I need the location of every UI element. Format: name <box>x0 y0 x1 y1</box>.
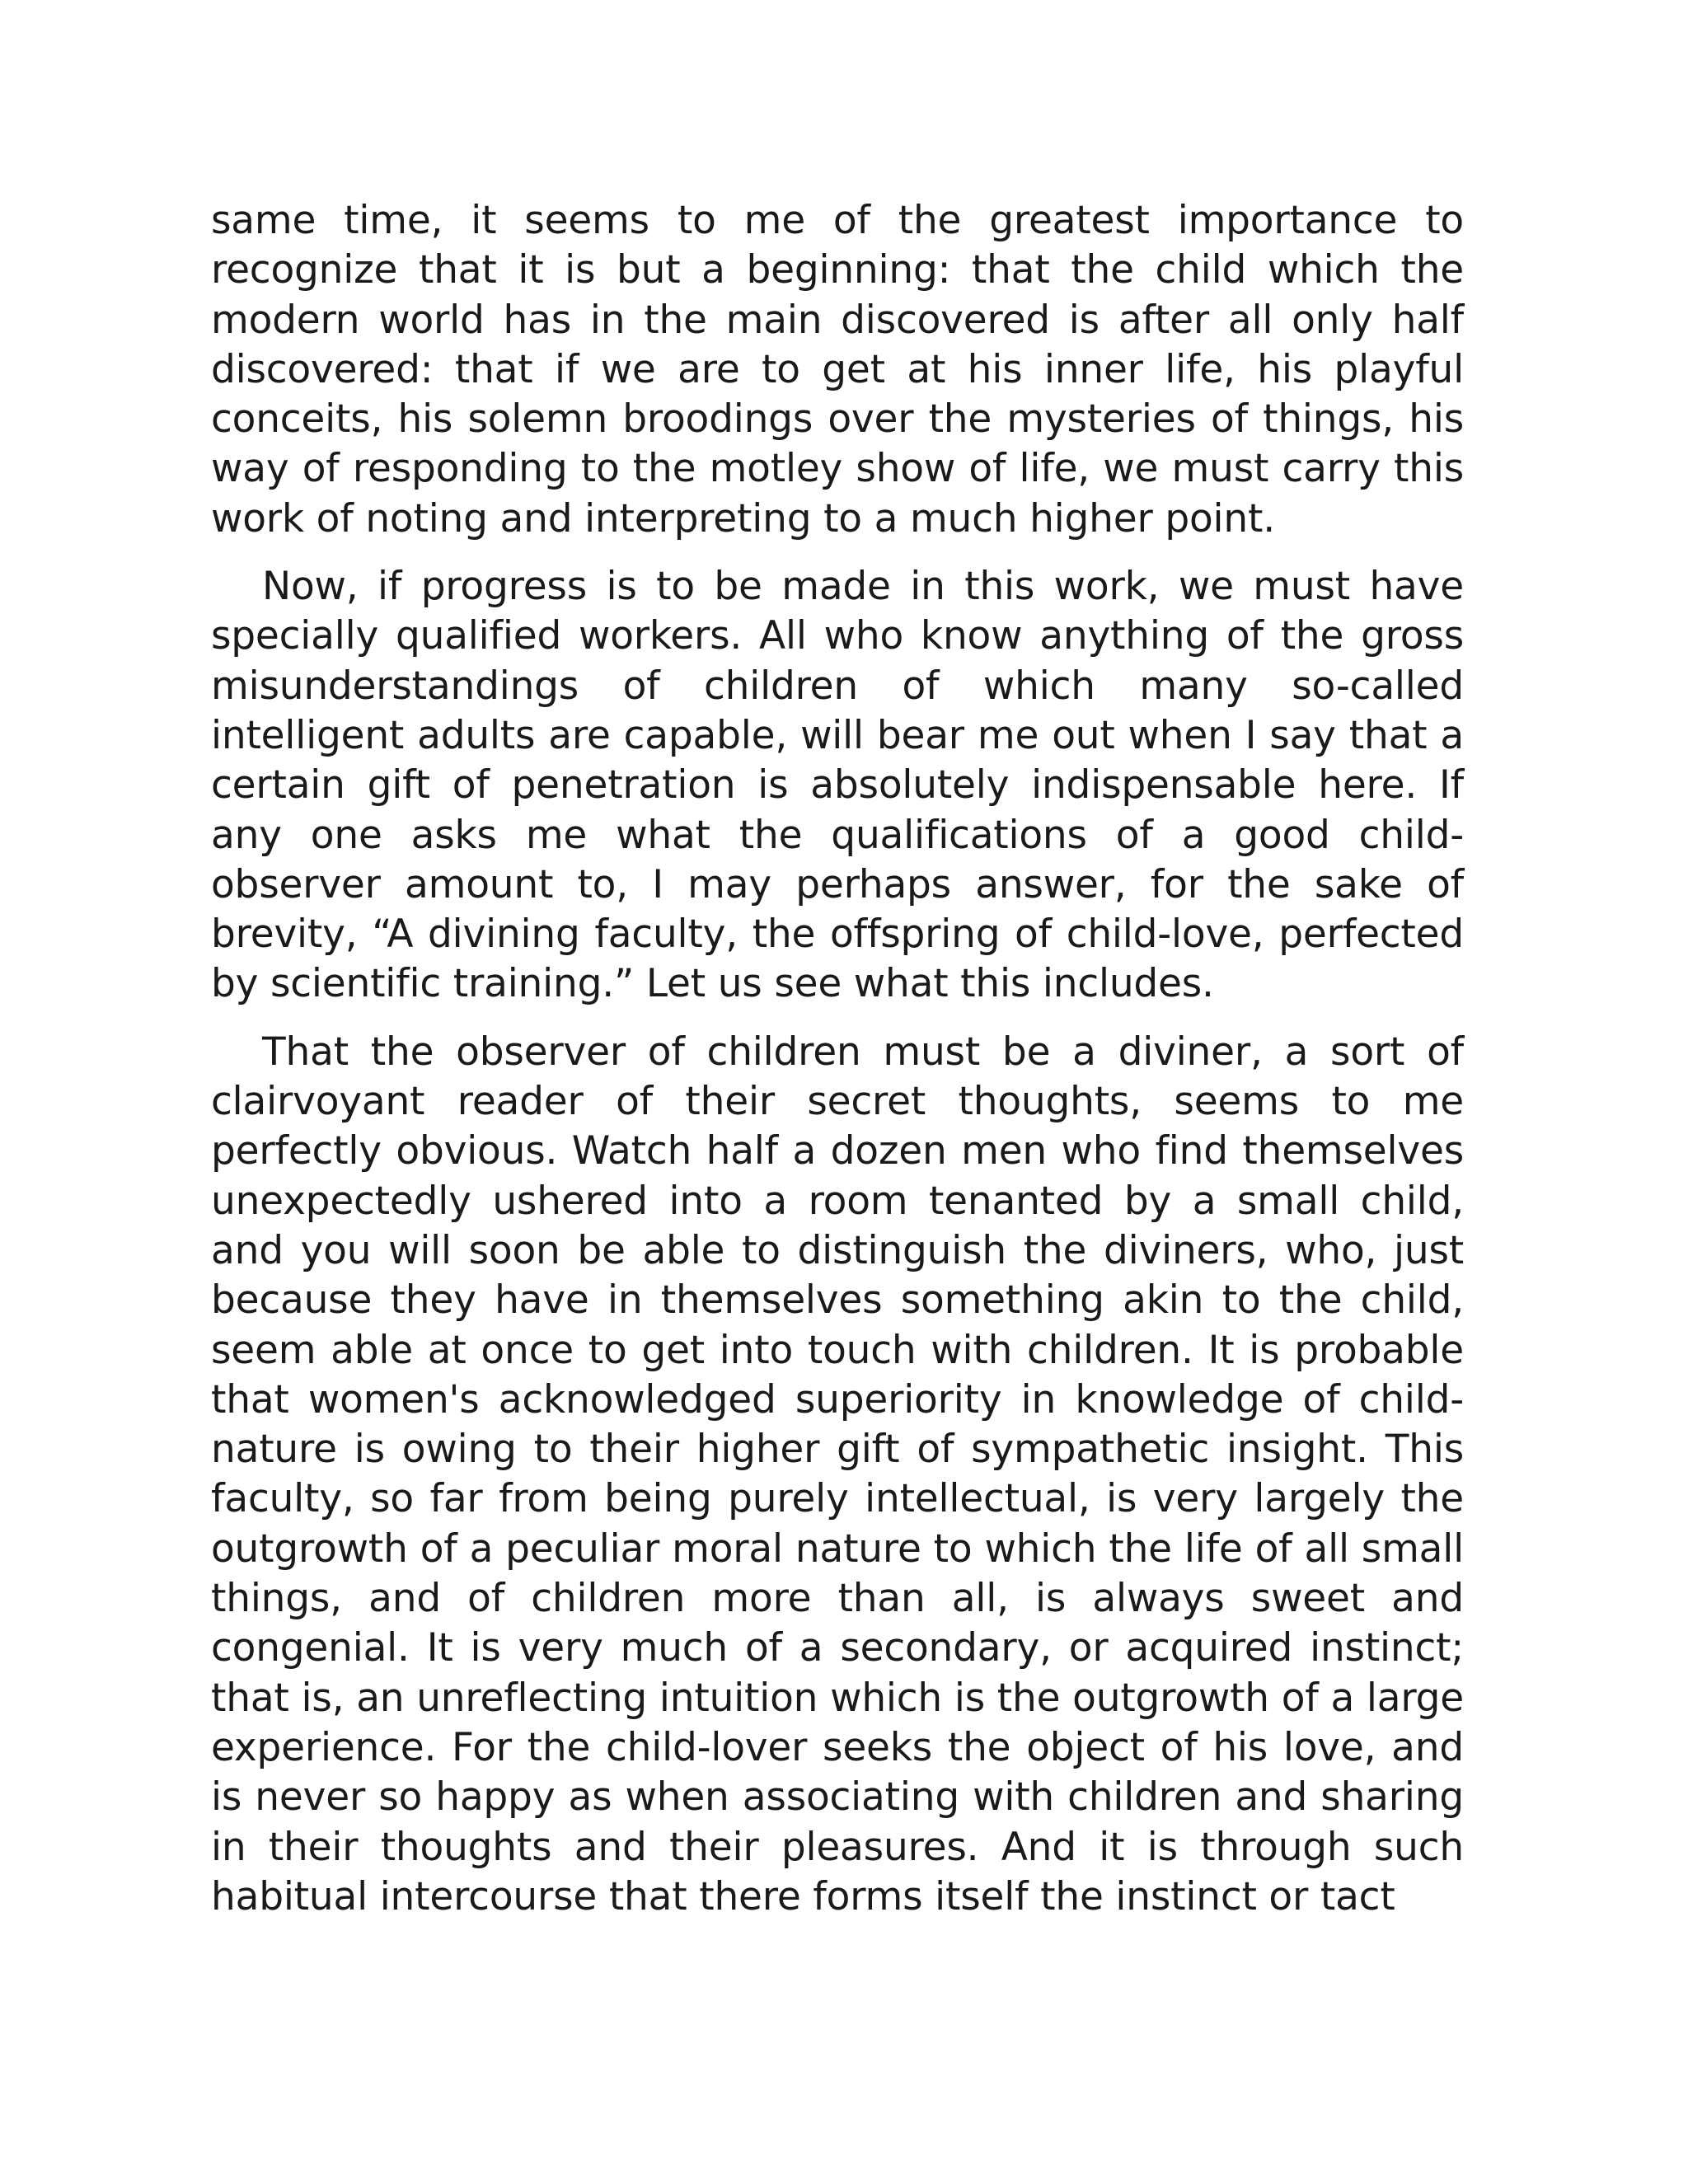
paragraph-3: That the observer of children must be a diviner, a sort of clairvoyant reader of their secret thoughts, seems to me perfectly obvious. Watch half a dozen men who find themselves unexpectedly ushered into a room tenanted by a small child, and you will soon be able to distinguish the diviners, who, just because they have in themselves something akin to the child, seem able at once to get into touch with children. It is probable that women's acknowledged superiority in knowledge of child-nature is owing to their higher gift of sympathetic insight. This faculty, so far from being purely intellectual, is very largely the outgrowth of a peculiar moral nature to which the life of all small things, and of children more than all, is always sweet and congenial. It is very much of a secondary, or acquired instinct; that is, an unreflecting intuition which is the outgrowth of a large experience. For the child-lover seeks the object of his love, and is never so happy as when associating with children and sharing in their thoughts and their pleasures. And it is through such habitual intercourse that there forms itself the instinct or tact <box>211 1029 1464 1919</box>
paragraph-2: Now, if progress is to be made in this work, we must have specially qualified workers. All who know anything of the gross misunderstandings of children of which many so-called intelligent adults are capable, will bear me out when I say that a certain gift of penetration is absolutely indispensable here. If any one asks me what the qualifications of a good child-observer amount to, I may perhaps answer, for the sake of brevity, “A divining faculty, the offspring of child-love, perfected by scientific training.” Let us see what this includes. <box>211 564 1464 1007</box>
paragraph-1: same time, it seems to me of the greatest importance to recognize that it is but a beginning: that the child which the modern world has in the main discovered is after all only half discovered: that if we are to get at his inner life, his playful conceits, his solemn broodings over the mysteries of things, his way of responding to the motley show of life, we must carry this work of noting and interpreting to a much higher point. <box>211 198 1464 541</box>
page-body <box>211 196 1464 1940</box>
